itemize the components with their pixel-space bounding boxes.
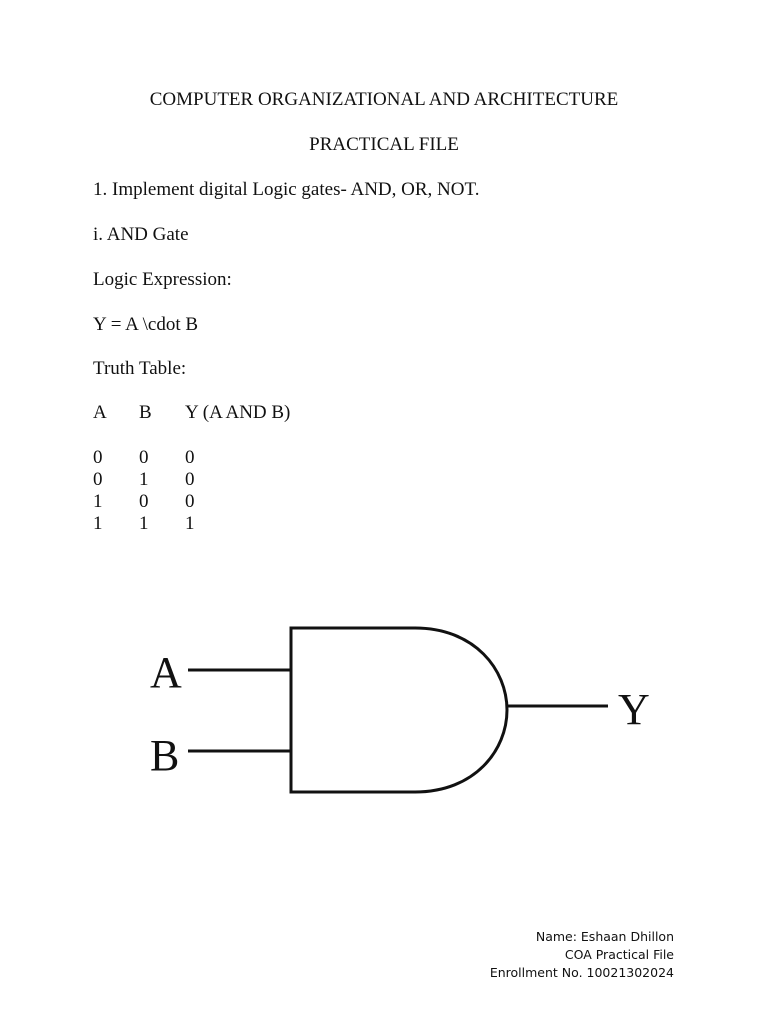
truth-table-cell: 0: [185, 447, 195, 468]
truth-table-cell: 1: [139, 469, 149, 490]
footer-name: Name: Eshaan Dhillon: [535, 929, 674, 944]
and-gate-diagram: [140, 610, 660, 810]
truth-table-header-a: A: [93, 402, 107, 423]
section-heading: i. AND Gate: [93, 224, 189, 245]
truth-table-header-b: B: [139, 402, 152, 423]
question-heading: 1. Implement digital Logic gates- AND, OR, NOT.: [93, 179, 480, 200]
truth-table-cell: 1: [185, 513, 195, 534]
gate-input-a-label: A: [150, 648, 182, 697]
truth-table-cell: 0: [139, 447, 149, 468]
logic-expression: Y = A \cdot B: [93, 314, 199, 335]
footer-enrollment: Enrollment No. 10021302024: [489, 965, 674, 980]
footer-block: [490, 928, 674, 982]
truth-table-label: Truth Table:: [93, 358, 187, 379]
truth-table-cell: 1: [93, 491, 103, 512]
gate-input-b-label: B: [150, 731, 180, 780]
truth-table-cell: 0: [139, 491, 149, 512]
truth-table-header-y: Y (A AND B): [185, 402, 291, 423]
truth-table-cell: 1: [93, 513, 103, 534]
truth-table-cell: 0: [93, 469, 103, 490]
truth-table-cell: 1: [139, 513, 149, 534]
truth-table-cell: 0: [185, 469, 195, 490]
gate-output-label: Y: [618, 685, 650, 734]
truth-table-cell: 0: [185, 491, 195, 512]
footer-file: COA Practical File: [564, 947, 674, 962]
document-title: COMPUTER ORGANIZATIONAL AND ARCHITECTURE: [149, 89, 619, 110]
document-subtitle: PRACTICAL FILE: [309, 134, 459, 155]
and-gate-body: [291, 628, 507, 792]
logic-expression-label: Logic Expression:: [93, 269, 232, 290]
truth-table-cell: 0: [93, 447, 103, 468]
